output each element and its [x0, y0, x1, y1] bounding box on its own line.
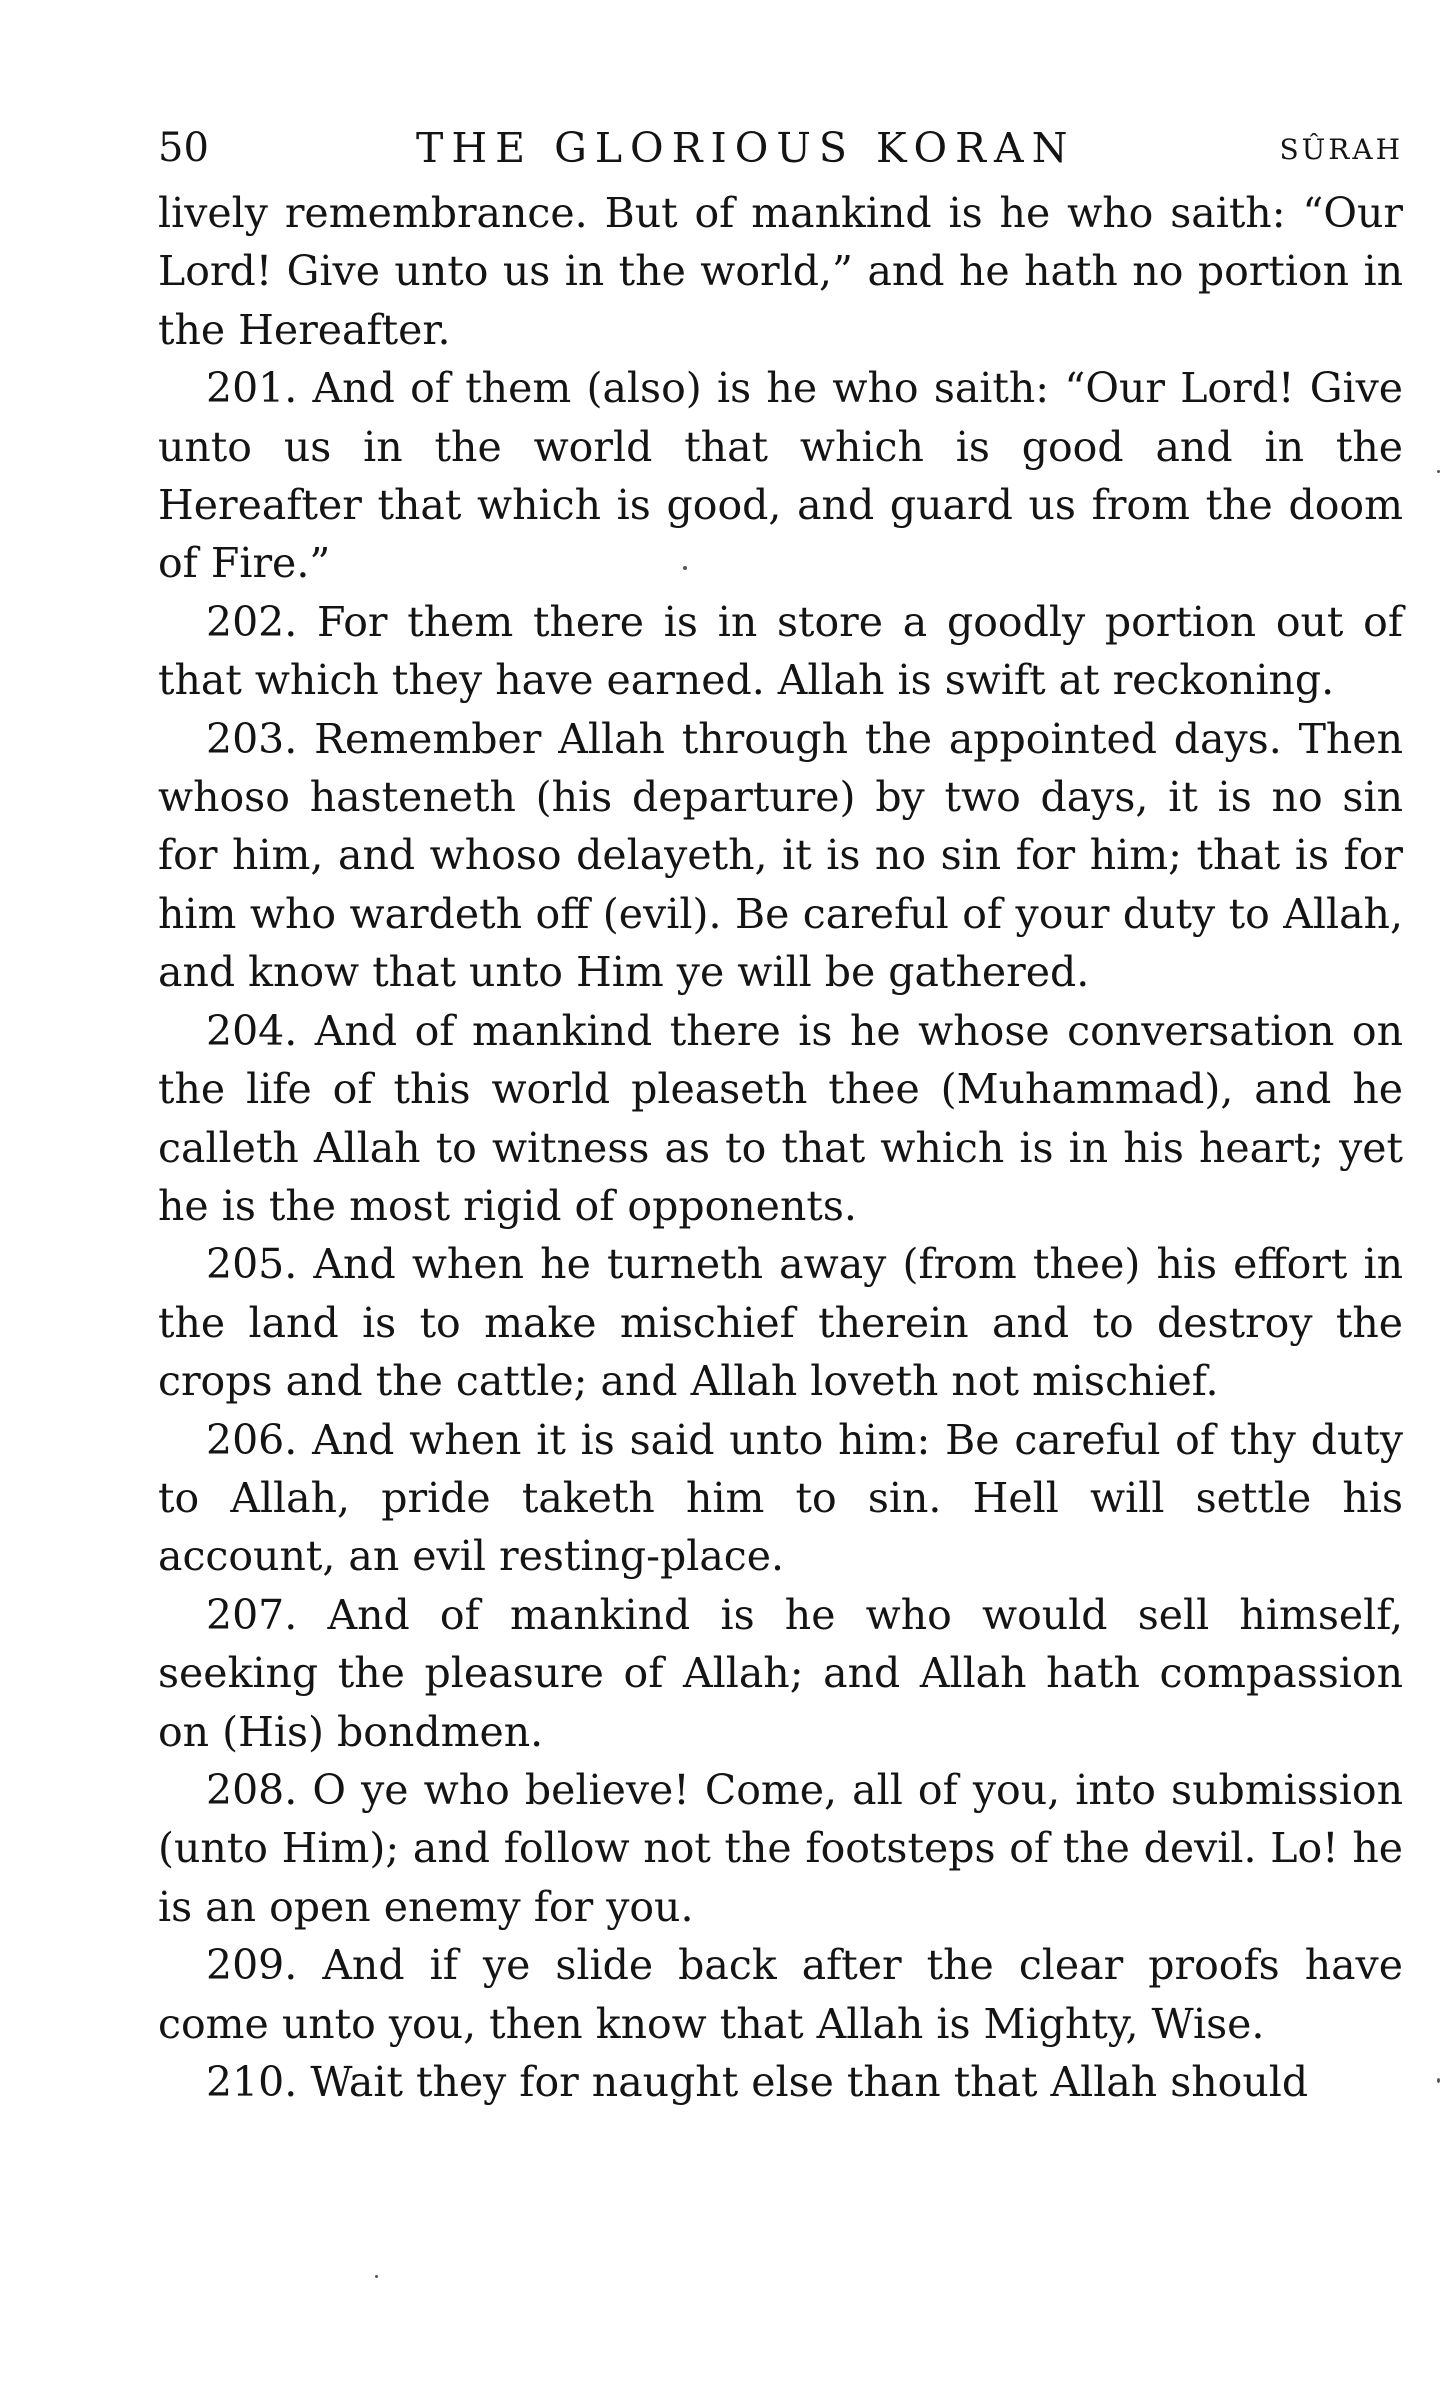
verse-203: 203. Remember Allah through the appointed days. Then whoso hasteneth (his departure) by two days, it is no sin for him, and whoso delayeth, it is no sin for him; that is for him who wardeth off (evil). Be careful of your duty to Allah, and know that unto Him ye will be gathered.: [158, 714, 1403, 997]
verse-201: 201. And of them (also) is he who saith: “Our Lord! Give unto us in the world that which is good and in the Hereafter that which is good, and guard us from the doom of Fire.”: [158, 364, 1403, 588]
book-page: [158, 118, 1403, 2111]
scan-speck: [375, 2275, 378, 2278]
verse-206: 206. And when it is said unto him: Be careful of thy duty to Allah, pride taketh him to sin. Hell will settle his account, an evil resting-place.: [158, 1415, 1403, 1581]
verse-210-partial: 210. Wait they for naught else than that Allah should: [206, 2058, 1309, 2106]
verse-204: 204. And of mankind there is he whose conversation on the life of this world pleaseth thee (Muhammad), and he calleth Allah to witness as to that which is in his heart; yet he is the most rigid of opponents.: [158, 1006, 1403, 1230]
verse-208: 208. O ye who believe! Come, all of you, into submission (unto Him); and follow not the footsteps of the devil. Lo! he is an open enemy for you.: [158, 1765, 1403, 1931]
verse-207: 207. And of mankind is he who would sell himself, seeking the pleasure of Allah; and Allah hath compassion on (His) bondmen.: [158, 1590, 1403, 1756]
book-title: THE GLORIOUS KORAN: [416, 124, 1076, 172]
body-text: [158, 184, 1403, 2111]
scan-speck: [1437, 470, 1440, 473]
page-number: 50: [158, 125, 209, 171]
paragraph-continuation: lively remembrance. But of mankind is he who saith: “Our Lord! Give unto us in the world,” and he hath no portion in the Hereafter.: [158, 189, 1403, 354]
verse-202: 202. For them there is in store a goodly portion out of that which they have earned. Allah is swift at reckoning.: [158, 597, 1403, 705]
verse-209: 209. And if ye slide back after the clear proofs have come unto you, then know that Allah is Mighty, Wise.: [158, 1941, 1403, 2048]
scan-speck: [683, 566, 687, 570]
verse-205: 205. And when he turneth away (from thee) his effort in the land is to make mischief therein and to destroy the crops and the cattle; and Allah loveth not mischief.: [158, 1240, 1403, 1406]
running-head: [158, 118, 1403, 178]
section-label: SÛRAH: [1279, 133, 1403, 166]
scan-speck: [1437, 2078, 1440, 2083]
